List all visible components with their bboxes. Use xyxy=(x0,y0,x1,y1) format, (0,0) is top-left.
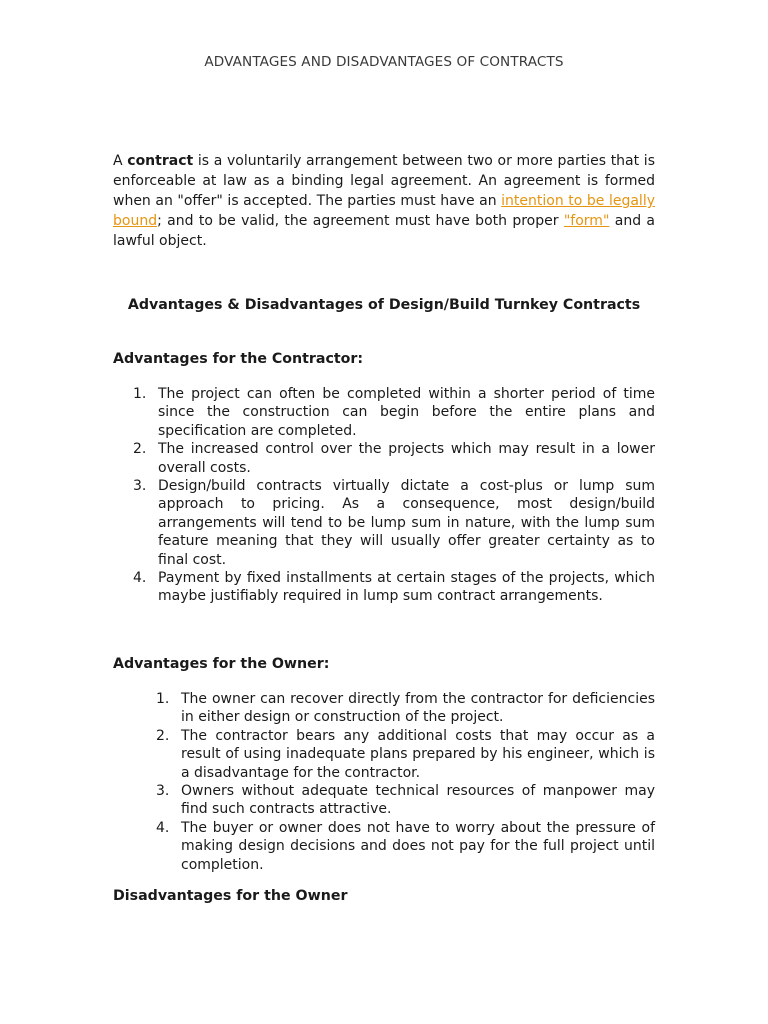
intro-text-3: ; and to be valid, the agreement must have both proper xyxy=(157,213,564,229)
list-text: The owner can recover directly from the contractor for deficiencies in either design or construction of the project. xyxy=(181,691,655,726)
list-number: 2. xyxy=(133,441,147,458)
form-link[interactable]: "form" xyxy=(563,213,610,229)
document-title: ADVANTAGES AND DISADVANTAGES OF CONTRACTS xyxy=(204,54,564,70)
owner-heading: Advantages for the Owner: xyxy=(113,656,330,672)
list-text: The increased control over the projects which may result in a lower overall costs. xyxy=(158,441,655,476)
list-text: The buyer or owner does not have to worry about the pressure of making design decisions and does not pay for the full project until completion. xyxy=(181,819,655,873)
list-text: The contractor bears any additional costs that may occur as a result of using inadequate plans prepared by his engineer, which is a disadvantage for the contractor. xyxy=(181,727,655,781)
list-number: 4. xyxy=(156,819,170,836)
list-item xyxy=(133,440,655,477)
list-text: Owners without adequate technical resources of manpower may find such contracts attractive. xyxy=(181,783,655,818)
intro-text-4: and a lawful object. xyxy=(113,213,656,249)
contractor-advantages-list xyxy=(133,385,655,606)
list-number: 1. xyxy=(156,691,170,707)
owner-advantages-list xyxy=(156,690,655,874)
list-number: 1. xyxy=(133,386,147,402)
list-number: 4. xyxy=(133,570,147,587)
list-text: Payment by fixed installments at certain stages of the projects, which maybe justifiably required in lump sum contract arrangements. xyxy=(158,570,655,605)
intro-text-1: A xyxy=(113,153,128,169)
disadvantages-heading: Disadvantages for the Owner xyxy=(113,888,348,904)
list-item xyxy=(156,690,655,727)
list-item xyxy=(133,477,655,569)
intention-link[interactable]: intention to be legally bound xyxy=(113,193,655,229)
list-number: 2. xyxy=(156,727,170,744)
list-item xyxy=(156,819,655,874)
list-item xyxy=(156,727,655,782)
section-title: Advantages & Disadvantages of Design/Build Turnkey Contracts xyxy=(127,297,641,313)
list-item xyxy=(133,385,655,440)
list-text: Design/build contracts virtually dictate a cost-plus or lump sum approach to pricing. As a consequence, most design/build arrangements will tend to be lump sum in nature, with the lump sum feature meaning that they will usually offer greater certainty as to final cost. xyxy=(158,478,655,568)
list-text: The project can often be completed within a shorter period of time since the construction can begin before the entire plans and specification are completed. xyxy=(158,386,655,439)
intro-text-2: is a voluntarily arrangement between two or more parties that is enforceable at law as a binding legal agreement. An agreement is formed when an "offer" is accepted. The parties must have an xyxy=(113,153,655,209)
list-number: 3. xyxy=(156,783,170,800)
contractor-heading: Advantages for the Contractor: xyxy=(113,351,364,367)
contract-term: contract xyxy=(127,153,194,169)
list-item xyxy=(133,569,655,606)
list-number: 3. xyxy=(133,478,147,495)
list-item xyxy=(156,782,655,819)
intro-paragraph xyxy=(113,151,655,251)
